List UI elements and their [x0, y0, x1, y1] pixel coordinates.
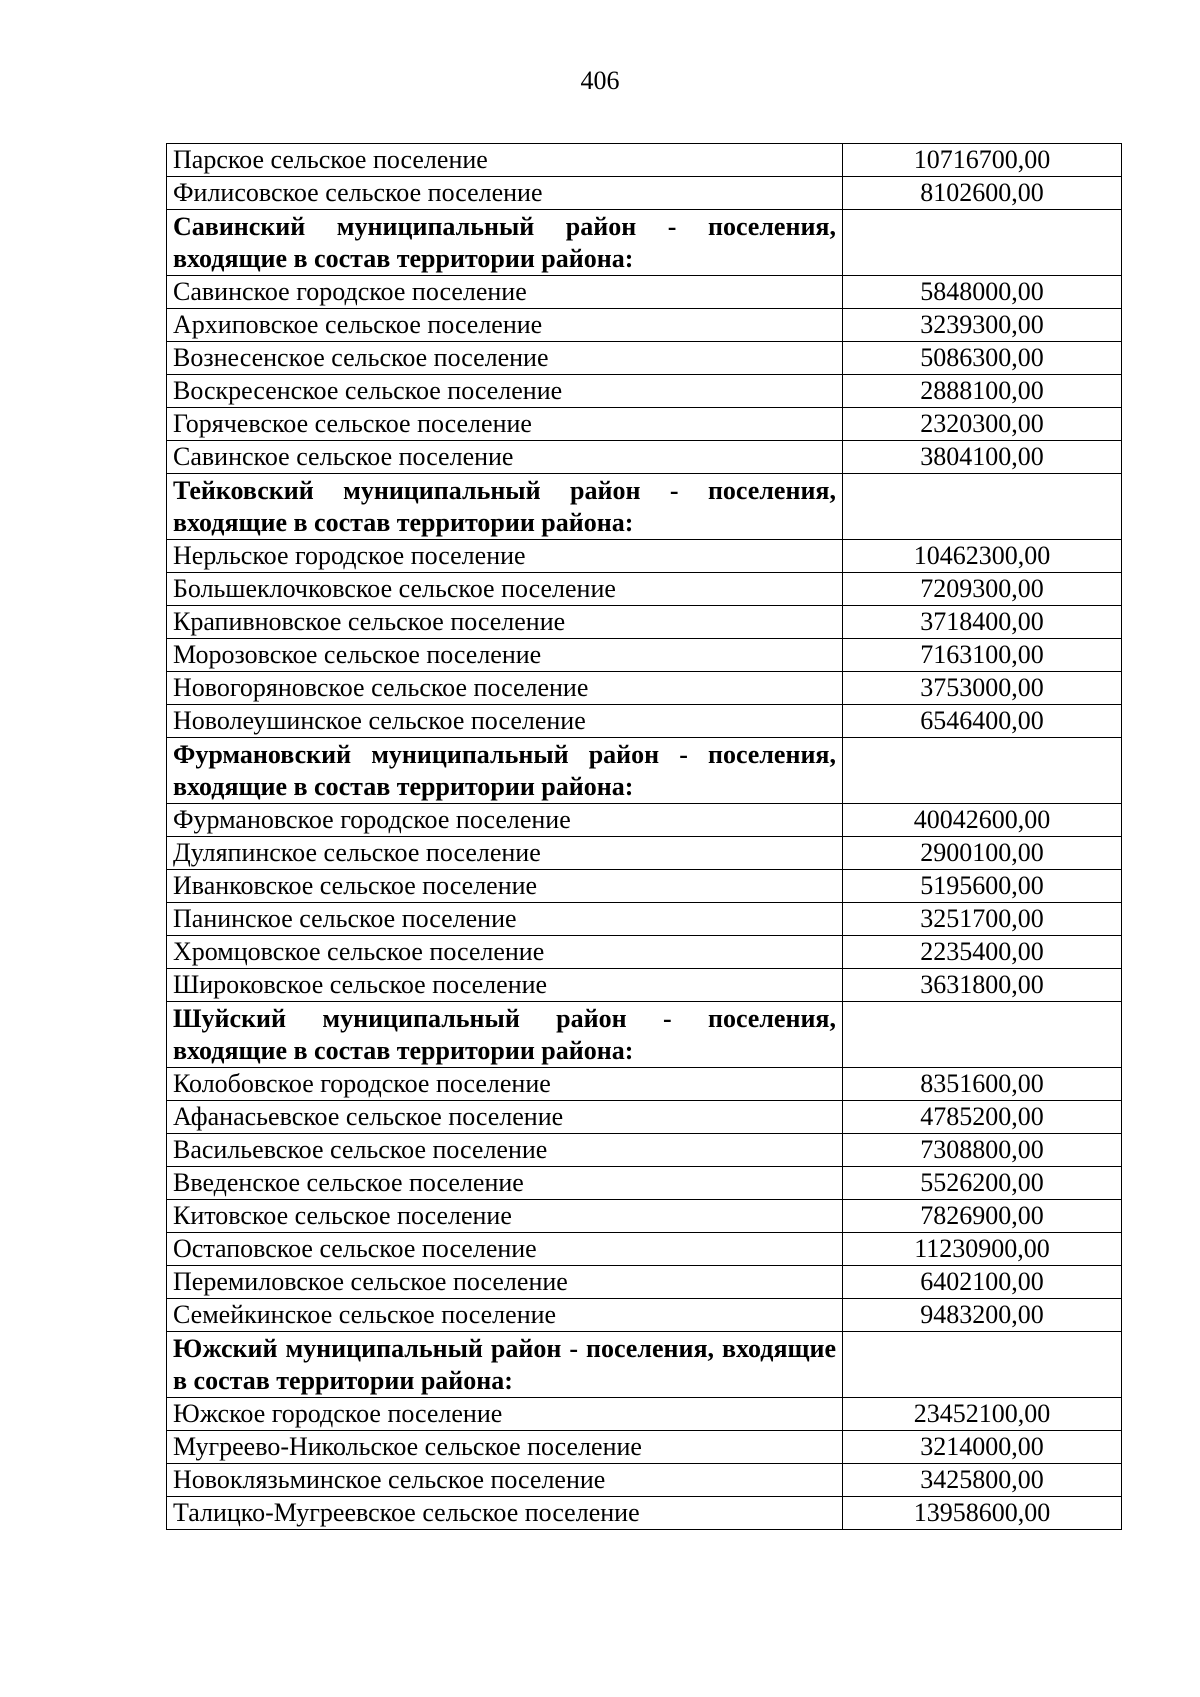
- amount-cell: 6546400,00: [843, 705, 1122, 738]
- amount-cell: 2320300,00: [843, 408, 1122, 441]
- amount-cell: 7826900,00: [843, 1200, 1122, 1233]
- settlement-name: Введенское сельское поселение: [167, 1167, 843, 1200]
- district-group-name: Южский муниципальный район - поселения, входящие в состав территории района:: [167, 1332, 843, 1398]
- table-row: [167, 177, 1122, 210]
- settlement-name: Парское сельское поселение: [167, 144, 843, 177]
- settlement-name: Горячевское сельское поселение: [167, 408, 843, 441]
- table-row: [167, 837, 1122, 870]
- table-row: [167, 639, 1122, 672]
- district-group-row: [167, 210, 1122, 276]
- settlement-name: Южское городское поселение: [167, 1398, 843, 1431]
- table-row: [167, 441, 1122, 474]
- settlement-name: Фурмановское городское поселение: [167, 804, 843, 837]
- page-number: 406: [580, 66, 620, 95]
- amount-cell: 11230900,00: [843, 1233, 1122, 1266]
- settlement-name: Большеклочковское сельское поселение: [167, 573, 843, 606]
- table-row: [167, 1464, 1122, 1497]
- amount-cell: 5526200,00: [843, 1167, 1122, 1200]
- amount-cell: 2900100,00: [843, 837, 1122, 870]
- table-row: [167, 1200, 1122, 1233]
- amount-cell: [843, 210, 1122, 276]
- settlement-name: Афанасьевское сельское поселение: [167, 1101, 843, 1134]
- settlement-name: Панинское сельское поселение: [167, 903, 843, 936]
- settlement-name: Новоклязьминское сельское поселение: [167, 1464, 843, 1497]
- table-row: [167, 1266, 1122, 1299]
- settlement-name: Филисовское сельское поселение: [167, 177, 843, 210]
- amount-cell: 9483200,00: [843, 1299, 1122, 1332]
- settlement-name: Остаповское сельское поселение: [167, 1233, 843, 1266]
- settlement-name: Крапивновское сельское поселение: [167, 606, 843, 639]
- table-row: [167, 1233, 1122, 1266]
- table-row: [167, 144, 1122, 177]
- amount-cell: 2235400,00: [843, 936, 1122, 969]
- amount-cell: 3804100,00: [843, 441, 1122, 474]
- amount-cell: 3239300,00: [843, 309, 1122, 342]
- district-group-name: Шуйский муниципальный район - поселения, входящие в состав территории района:: [167, 1002, 843, 1068]
- settlement-name: Китовское сельское поселение: [167, 1200, 843, 1233]
- district-group-row: [167, 1332, 1122, 1398]
- amount-cell: 8351600,00: [843, 1068, 1122, 1101]
- district-group-name: Тейковский муниципальный район - поселения, входящие в состав территории района:: [167, 474, 843, 540]
- table-row: [167, 276, 1122, 309]
- settlement-name: Архиповское сельское поселение: [167, 309, 843, 342]
- settlement-name: Дуляпинское сельское поселение: [167, 837, 843, 870]
- settlement-name: Нерльское городское поселение: [167, 540, 843, 573]
- amount-cell: 3753000,00: [843, 672, 1122, 705]
- table-row: [167, 1101, 1122, 1134]
- settlement-name: Савинское сельское поселение: [167, 441, 843, 474]
- table-row: [167, 672, 1122, 705]
- amount-cell: 5086300,00: [843, 342, 1122, 375]
- amount-cell: 10716700,00: [843, 144, 1122, 177]
- settlement-name: Савинское городское поселение: [167, 276, 843, 309]
- settlement-name: Перемиловское сельское поселение: [167, 1266, 843, 1299]
- amount-cell: 3631800,00: [843, 969, 1122, 1002]
- amount-cell: [843, 474, 1122, 540]
- table-row: [167, 309, 1122, 342]
- amount-cell: 3251700,00: [843, 903, 1122, 936]
- district-group-name: Фурмановский муниципальный район - поселения, входящие в состав территории района:: [167, 738, 843, 804]
- settlement-name: Новолеушинское сельское поселение: [167, 705, 843, 738]
- table-row: [167, 408, 1122, 441]
- table-row: [167, 540, 1122, 573]
- table-row: [167, 903, 1122, 936]
- settlement-name: Морозовское сельское поселение: [167, 639, 843, 672]
- table-row: [167, 1134, 1122, 1167]
- table-row: [167, 705, 1122, 738]
- amount-cell: 8102600,00: [843, 177, 1122, 210]
- amount-cell: 7209300,00: [843, 573, 1122, 606]
- table-row: [167, 1431, 1122, 1464]
- table-row: [167, 342, 1122, 375]
- amount-cell: [843, 1002, 1122, 1068]
- amount-cell: 5195600,00: [843, 870, 1122, 903]
- amount-cell: 23452100,00: [843, 1398, 1122, 1431]
- district-group-row: [167, 738, 1122, 804]
- table-row: [167, 804, 1122, 837]
- amount-cell: 6402100,00: [843, 1266, 1122, 1299]
- amount-cell: 40042600,00: [843, 804, 1122, 837]
- table-row: [167, 606, 1122, 639]
- table-row: [167, 375, 1122, 408]
- table-row: [167, 1068, 1122, 1101]
- amount-cell: 13958600,00: [843, 1497, 1122, 1530]
- table-body: [167, 144, 1122, 1530]
- table-row: [167, 936, 1122, 969]
- settlement-budget-table: [166, 143, 1122, 1530]
- settlement-name: Вознесенское сельское поселение: [167, 342, 843, 375]
- settlement-name: Хромцовское сельское поселение: [167, 936, 843, 969]
- amount-cell: 7308800,00: [843, 1134, 1122, 1167]
- amount-cell: [843, 738, 1122, 804]
- table-row: [167, 1497, 1122, 1530]
- amount-cell: 5848000,00: [843, 276, 1122, 309]
- settlement-name: Талицко-Мугреевское сельское поселение: [167, 1497, 843, 1530]
- settlement-name: Новогоряновское сельское поселение: [167, 672, 843, 705]
- settlement-name: Колобовское городское поселение: [167, 1068, 843, 1101]
- settlement-name: Широковское сельское поселение: [167, 969, 843, 1002]
- amount-cell: 3214000,00: [843, 1431, 1122, 1464]
- amount-cell: 3718400,00: [843, 606, 1122, 639]
- amount-cell: 3425800,00: [843, 1464, 1122, 1497]
- amount-cell: [843, 1332, 1122, 1398]
- settlement-name: Воскресенское сельское поселение: [167, 375, 843, 408]
- amount-cell: 4785200,00: [843, 1101, 1122, 1134]
- settlement-name: Мугреево-Никольское сельское поселение: [167, 1431, 843, 1464]
- table-row: [167, 969, 1122, 1002]
- table-row: [167, 1167, 1122, 1200]
- table-row: [167, 870, 1122, 903]
- district-group-name: Савинский муниципальный район - поселения, входящие в состав территории района:: [167, 210, 843, 276]
- settlement-name: Семейкинское сельское поселение: [167, 1299, 843, 1332]
- table-row: [167, 1398, 1122, 1431]
- district-group-row: [167, 1002, 1122, 1068]
- settlement-name: Васильевское сельское поселение: [167, 1134, 843, 1167]
- amount-cell: 2888100,00: [843, 375, 1122, 408]
- table-row: [167, 573, 1122, 606]
- table-row: [167, 1299, 1122, 1332]
- amount-cell: 7163100,00: [843, 639, 1122, 672]
- district-group-row: [167, 474, 1122, 540]
- amount-cell: 10462300,00: [843, 540, 1122, 573]
- settlement-name: Иванковское сельское поселение: [167, 870, 843, 903]
